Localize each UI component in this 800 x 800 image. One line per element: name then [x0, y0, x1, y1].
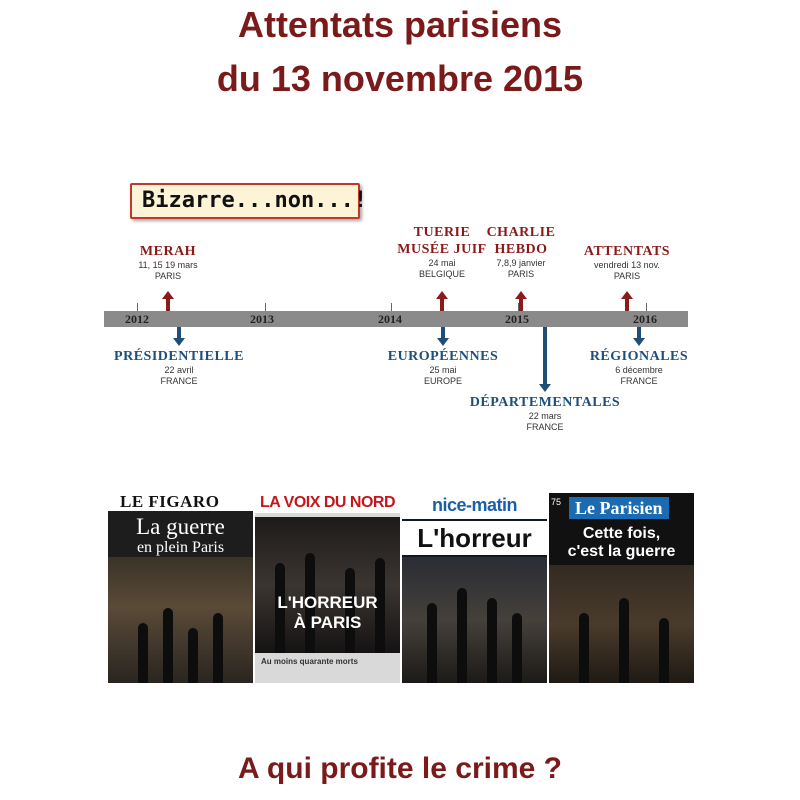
- subheadline: Au moins quarante morts: [261, 657, 358, 666]
- page-title-line2: du 13 novembre 2015: [216, 58, 584, 99]
- event-date: 22 mars: [528, 411, 562, 421]
- event-date: 6 décembre: [615, 365, 663, 375]
- event-date: 22 avril: [164, 365, 194, 375]
- headline: [549, 525, 694, 561]
- person-silhouette: [512, 613, 522, 683]
- bizarre-callout: Bizarre...non...!: [130, 183, 360, 219]
- event-departementales: [470, 394, 620, 433]
- timeline-tick: [391, 303, 392, 311]
- headline-line: L'HORREUR: [277, 593, 378, 612]
- masthead: LE FIGARO: [108, 493, 253, 511]
- event-name: CHARLIE: [486, 225, 556, 240]
- event-date: 7,8,9 janvier: [496, 258, 546, 268]
- up-arrow-icon: [625, 298, 629, 311]
- timeline-tick: [265, 303, 266, 311]
- year-label: 2012: [125, 312, 149, 326]
- person-silhouette: [138, 623, 148, 683]
- event-date: 24 mai: [428, 258, 456, 268]
- event-place: EUROPE: [423, 376, 462, 386]
- event-merah: [138, 243, 197, 282]
- closing-question: A qui profite le crime ?: [238, 752, 562, 785]
- event-attentats: [584, 243, 670, 282]
- headline-line: La guerre: [136, 514, 225, 539]
- down-arrow-icon: [441, 327, 445, 339]
- timeline-tick: [137, 303, 138, 311]
- masthead: nice-matin: [402, 493, 547, 519]
- person-silhouette: [487, 598, 497, 683]
- person-silhouette: [579, 613, 589, 683]
- headline: [108, 515, 253, 557]
- page-title-line1: Attentats parisiens: [237, 4, 563, 45]
- down-arrow-icon: [637, 327, 641, 339]
- newspaper-covers: [108, 493, 694, 683]
- person-silhouette: [188, 628, 198, 683]
- event-place: PARIS: [613, 271, 641, 281]
- year-label: 2016: [633, 312, 657, 326]
- person-silhouette: [163, 608, 173, 683]
- newspaper-le-parisien: [549, 493, 694, 683]
- newspaper-le-figaro: [108, 493, 253, 683]
- headline-line: Cette fois,: [582, 525, 661, 542]
- down-arrow-icon: [543, 327, 547, 385]
- year-label: 2014: [378, 312, 402, 326]
- event-tuerie-musee-juif: [397, 224, 486, 280]
- event-presidentielle: [114, 348, 244, 387]
- person-silhouette: [457, 588, 467, 683]
- headline-line: c'est la guerre: [567, 543, 676, 560]
- year-label: 2015: [505, 312, 529, 326]
- event-name: RÉGIONALES: [589, 349, 689, 364]
- event-name: TUERIE: [413, 225, 471, 240]
- headline: [263, 593, 392, 633]
- masthead-area: [549, 493, 694, 521]
- masthead: Le Parisien: [569, 497, 669, 519]
- person-silhouette: [619, 598, 629, 683]
- event-name: PRÉSIDENTIELLE: [114, 349, 244, 364]
- newspaper-nice-matin: [402, 493, 547, 683]
- event-place: PARIS: [154, 271, 182, 281]
- up-arrow-icon: [519, 298, 523, 311]
- department-number: 75: [551, 497, 562, 507]
- cover-photo: [402, 557, 547, 683]
- down-arrow-icon: [177, 327, 181, 339]
- event-date: 25 mai: [429, 365, 457, 375]
- up-arrow-icon: [440, 298, 444, 311]
- event-place: FRANCE: [526, 422, 564, 432]
- person-silhouette: [213, 613, 223, 683]
- headline: L'horreur: [402, 521, 547, 555]
- event-name: EUROPÉENNES: [387, 349, 499, 364]
- event-name: MUSÉE JUIF: [397, 242, 487, 257]
- person-silhouette: [659, 618, 669, 683]
- event-date: vendredi 13 nov.: [594, 260, 660, 270]
- event-regionales: [590, 348, 688, 387]
- event-europeennes: [388, 348, 499, 387]
- headline-line: À PARIS: [293, 613, 362, 632]
- event-name: ATTENTATS: [583, 244, 671, 259]
- event-name: HEBDO: [494, 242, 548, 257]
- headline-line: en plein Paris: [136, 539, 225, 556]
- event-place: FRANCE: [620, 376, 658, 386]
- year-label: 2013: [250, 312, 274, 326]
- masthead: LA VOIX DU NORD: [255, 493, 400, 513]
- event-date: 11, 15 19 mars: [138, 260, 198, 270]
- cover-photo: [108, 557, 253, 683]
- event-charlie-hebdo: [487, 224, 556, 280]
- up-arrow-icon: [166, 298, 170, 311]
- event-place: PARIS: [507, 269, 535, 279]
- cover-photo: [549, 565, 694, 683]
- newspaper-la-voix-du-nord: [255, 493, 400, 683]
- event-name: DÉPARTEMENTALES: [469, 395, 621, 410]
- event-place: BELGIQUE: [418, 269, 465, 279]
- timeline-tick: [646, 303, 647, 311]
- event-place: FRANCE: [160, 376, 198, 386]
- person-silhouette: [427, 603, 437, 683]
- event-name: MERAH: [139, 244, 197, 259]
